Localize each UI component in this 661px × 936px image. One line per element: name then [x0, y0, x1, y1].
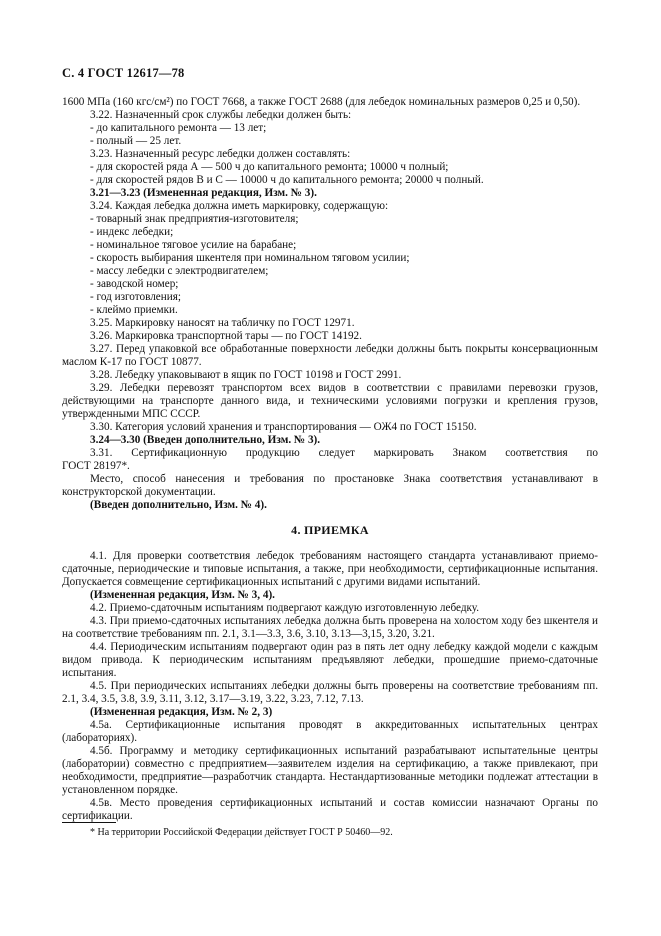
paragraph: - год изготовления; — [90, 291, 182, 303]
paragraph: - индекс лебедки; — [90, 226, 174, 238]
paragraph: - полный — 25 лет. — [90, 135, 182, 147]
paragraph: - клеймо приемки. — [90, 304, 178, 316]
paragraph: - для скоростей рядов В и С — 10000 ч до капитального ремонта; 20000 ч полный. — [90, 174, 484, 186]
footnote-divider — [62, 822, 116, 823]
paragraph: 4.5а. Сертификационные испытания проводят в аккредитованных испытательных центрах (лабораториях). — [62, 719, 598, 744]
paragraph: 4.4. Периодическим испытаниям подвергают один раз в пять лет одну лебедку каждой модели с каждым видом привода. К периодическим испытаниям предъявляют лебедки, прошедшие приемо-сдаточные испытания. — [62, 641, 598, 679]
paragraph: 3.25. Маркировку наносят на табличку по ГОСТ 12971. — [90, 317, 355, 329]
paragraph: 3.27. Перед упаковкой все обработанные поверхности лебедки должны быть покрыты консервационным маслом К-17 по ГОСТ 10877. — [62, 343, 598, 368]
paragraph: (Введен дополнительно, Изм. № 4). — [90, 499, 267, 511]
paragraph: 3.26. Маркировка транспортной тары — по ГОСТ 14192. — [90, 330, 362, 342]
paragraph: - для скоростей ряда А — 500 ч до капитального ремонта; 10000 ч полный; — [90, 161, 449, 173]
paragraph: Место, способ нанесения и требования по простановке Знака соответствия устанавливают в конструкторской документации. — [62, 473, 598, 498]
paragraph: 3.28. Лебедку упаковывают в ящик по ГОСТ 10198 и ГОСТ 2991. — [90, 369, 402, 381]
paragraph: 1600 МПа (160 кгс/см²) по ГОСТ 7668, а также ГОСТ 2688 (для лебедок номинальных размеров 0,25 и 0,50). — [62, 96, 581, 108]
paragraph: - заводской номер; — [90, 278, 179, 290]
paragraph: 4.1. Для проверки соответствия лебедок требованиям настоящего стандарта устанавливают приемо-сдаточные, периодические и типовые испытания, а также, при необходимости, сертификационные испытания. Допускается совмещение сертификационных испытаний с другими видами испытаний. — [62, 550, 598, 588]
paragraph: 4.3. При приемо-сдаточных испытаниях лебедка должна быть проверена на холостом ходу без шкентеля и на соответствие требованиям пп. 2.1, 3.1—3.3, 3.6, 3.10, 3.13—3,15, 3.20, 3.21. — [62, 615, 598, 640]
paragraph: 3.30. Категория условий хранения и транспортирования — ОЖ4 по ГОСТ 15150. — [90, 421, 477, 433]
paragraph: - массу лебедки с электродвигателем; — [90, 265, 269, 277]
paragraph: (Измененная редакция, Изм. № 3, 4). — [90, 589, 275, 601]
paragraph: 4.5. При периодических испытаниях лебедки должны быть проверены на соответствие требованиям пп. 2.1, 3.4, 3.5, 3.8, 3.9, 3.11, 3.12, 3.17—3.19, 3.22, 3.23, 7.12, 7.13. — [62, 680, 598, 705]
paragraph: 4.5в. Место проведения сертификационных испытаний и состав комиссии назначают Органы по сертификации. — [62, 797, 598, 822]
paragraph: 4.5б. Программу и методику сертификационных испытаний разрабатывают испытательные центры (лаборатории) совместно с предприятием—заявителем изделия на сертификацию, а также привлекают, при необходимости, предприятие—разработчик стандарта. Нестандартизованные методики подлежат аттестации в установленном порядке. — [62, 745, 598, 796]
section-title: 4. ПРИЕМКА — [291, 523, 369, 537]
paragraph: 3.22. Назначенный срок службы лебедки должен быть: — [90, 109, 352, 121]
paragraph: ГОСТ 28197*. — [62, 460, 130, 472]
paragraph: 3.29. Лебедки перевозят транспортом всех видов в соответствии с правилами перевозки грузов, действующими на транспорте данного вида, и техническими условиями погрузки и крепления грузов, утвержденными МПС СССР. — [62, 382, 598, 420]
paragraph: 3.23. Назначенный ресурс лебедки должен составлять: — [90, 148, 351, 160]
footnote: * На территории Российской Федерации действует ГОСТ Р 50460—92. — [90, 827, 393, 838]
paragraph: 3.21—3.23 (Измененная редакция, Изм. № 3). — [90, 187, 317, 199]
paragraph: (Измененная редакция, Изм. № 2, 3) — [90, 706, 273, 718]
paragraph: 3.24—3.30 (Введен дополнительно, Изм. № 3). — [90, 434, 321, 446]
paragraph: - скорость выбирания шкентеля при номинальном тяговом усилии; — [90, 252, 410, 264]
paragraph: - до капитального ремонта — 13 лет; — [90, 122, 267, 134]
document-body — [62, 96, 598, 823]
paragraph: 3.24. Каждая лебедка должна иметь маркировку, содержащую: — [90, 200, 389, 212]
paragraph: - номинальное тяговое усилие на барабане; — [90, 239, 297, 251]
paragraph: 4.2. Приемо-сдаточным испытаниям подвергают каждую изготовленную лебедку. — [90, 602, 480, 614]
paragraph: 3.31. Сертификационную продукцию следует маркировать Знаком соответствия по — [90, 447, 598, 459]
paragraph: - товарный знак предприятия-изготовителя; — [90, 213, 299, 225]
page-header: С. 4 ГОСТ 12617—78 — [62, 66, 185, 80]
